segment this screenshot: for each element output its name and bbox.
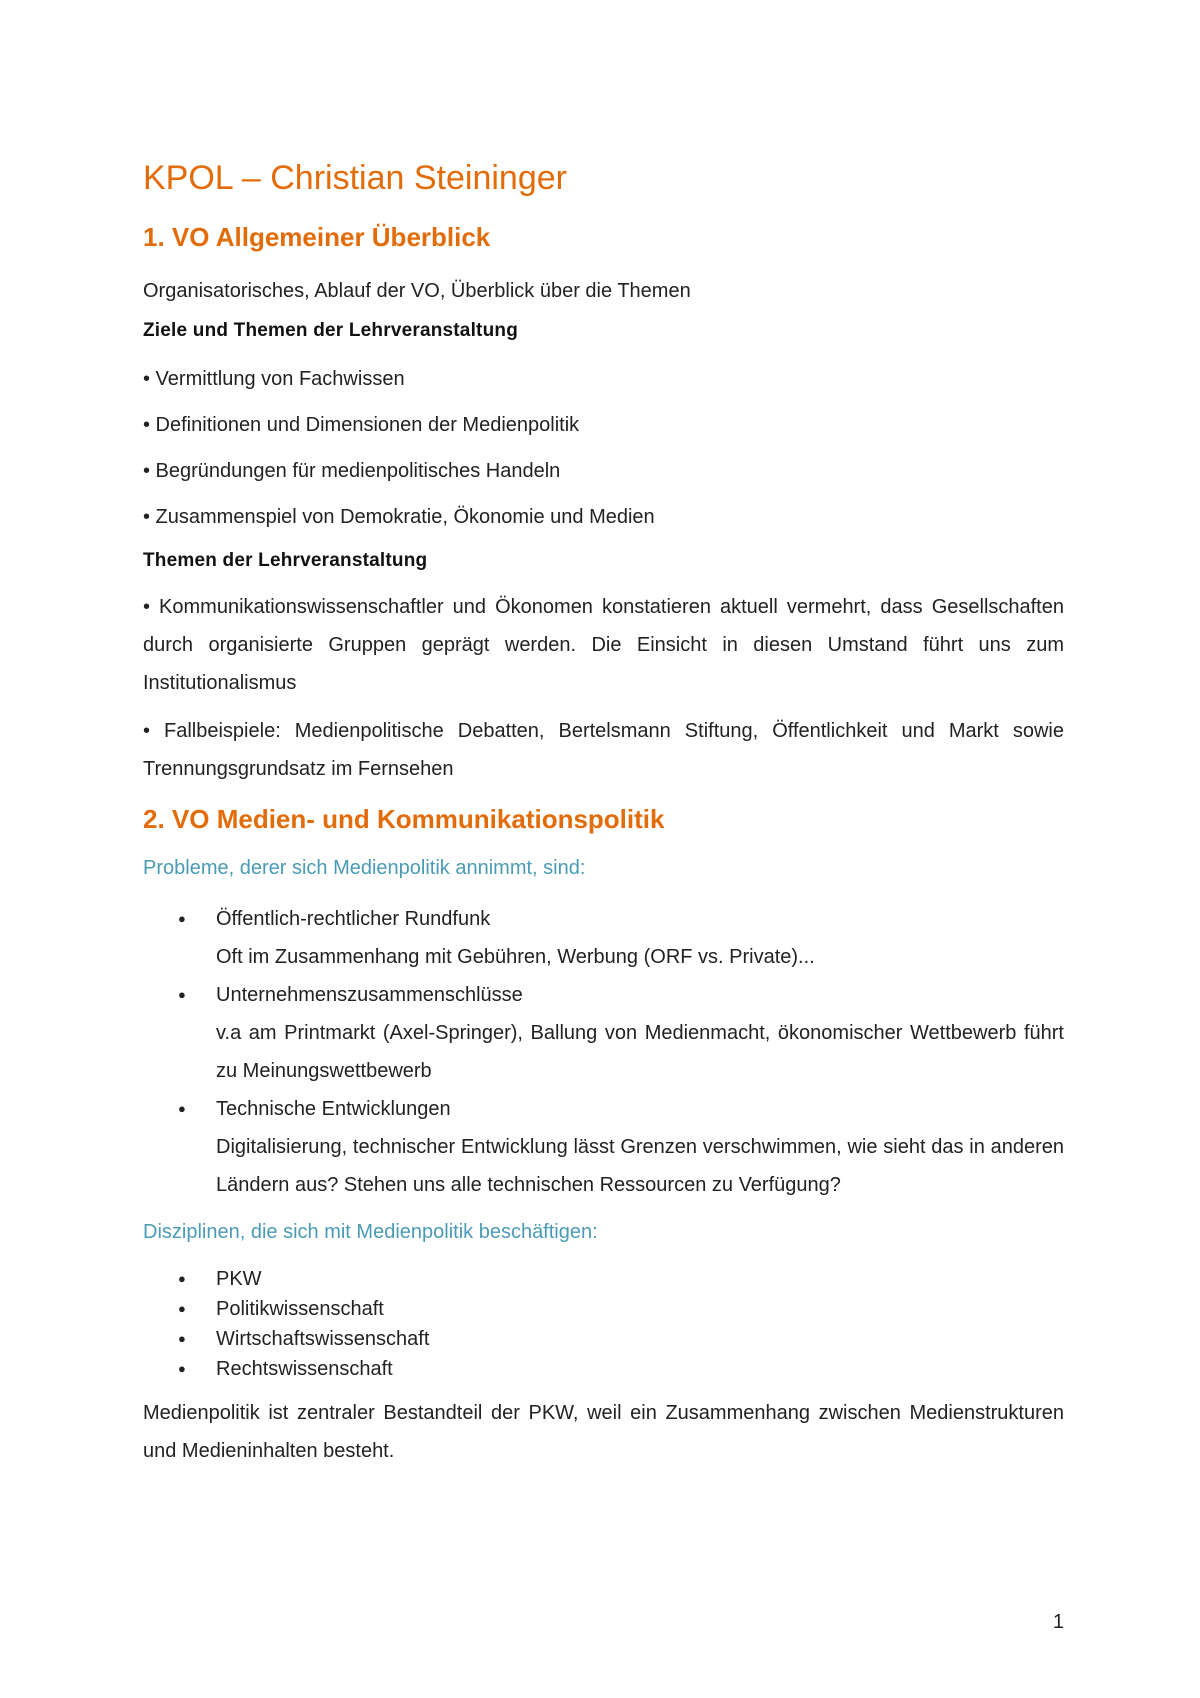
disciplines-list <box>143 1264 1064 1384</box>
list-item <box>143 1090 1064 1204</box>
list-item: ● PKW <box>143 1264 1064 1294</box>
disciplines-heading: Disziplinen, die sich mit Medienpolitik beschäftigen: <box>143 1221 598 1243</box>
goal-item: • Definitionen und Dimensionen der Medienpolitik <box>143 414 580 436</box>
page-content <box>143 158 1064 1470</box>
problems-heading: Probleme, derer sich Medienpolitik annimmt, sind: <box>143 857 586 879</box>
goals-heading: Ziele und Themen der Lehrveranstaltung <box>143 320 519 341</box>
list-item: ● Rechtswissenschaft <box>143 1354 1064 1384</box>
page-number: 1 <box>1052 1611 1064 1633</box>
goal-item: • Begründungen für medienpolitisches Handeln <box>143 460 561 482</box>
list-item: ● Politikwissenschaft <box>143 1294 1064 1324</box>
topic-item: • Kommunikationswissenschaftler und Ökonomen konstatieren aktuell vermehrt, dass Gesellschaften durch organisierte Gruppen geprägt werden. Die Einsicht in diesen Umstand führt uns zum Institutionalismus <box>143 596 1064 694</box>
document-title: KPOL – Christian Steininger <box>143 159 567 197</box>
section-1-heading: 1. VO Allgemeiner Überblick <box>143 222 491 252</box>
list-item: ● Wirtschaftswissenschaft <box>143 1324 1064 1354</box>
section-2-heading: 2. VO Medien- und Kommunikationspolitik <box>143 804 665 834</box>
list-item <box>143 976 1064 1090</box>
problem-title: ● Öffentlich-rechtlicher Rundfunk <box>216 908 491 930</box>
section-2-conclusion: Medienpolitik ist zentraler Bestandteil der PKW, weil ein Zusammenhang zwischen Medienstrukturen und Medieninhalten besteht. <box>143 1402 1064 1462</box>
topic-item: • Fallbeispiele: Medienpolitische Debatten, Bertelsmann Stiftung, Öffentlichkeit und Markt sowie Trennungsgrundsatz im Fernsehen <box>143 720 1064 780</box>
problem-title: ● Technische Entwicklungen <box>216 1098 451 1120</box>
goal-item: • Vermittlung von Fachwissen <box>143 368 405 390</box>
topics-heading: Themen der Lehrveranstaltung <box>143 550 428 571</box>
section-1-intro: Organisatorisches, Ablauf der VO, Überblick über die Themen <box>143 280 691 302</box>
problem-title: ● Unternehmenszusammenschlüsse <box>216 984 523 1006</box>
problems-list <box>143 900 1064 1204</box>
problem-description: Oft im Zusammenhang mit Gebühren, Werbung (ORF vs. Private)... <box>216 946 815 968</box>
problem-description: Digitalisierung, technischer Entwicklung lässt Grenzen verschwimmen, wie sieht das in anderen Ländern aus? Stehen uns alle technischen Ressourcen zu Verfügung? <box>216 1136 1064 1196</box>
list-item <box>143 900 1064 976</box>
goal-item: • Zusammenspiel von Demokratie, Ökonomie und Medien <box>143 506 655 528</box>
problem-description: v.a am Printmarkt (Axel-Springer), Ballung von Medienmacht, ökonomischer Wettbewerb führt zu Meinungswettbewerb <box>216 1022 1064 1082</box>
